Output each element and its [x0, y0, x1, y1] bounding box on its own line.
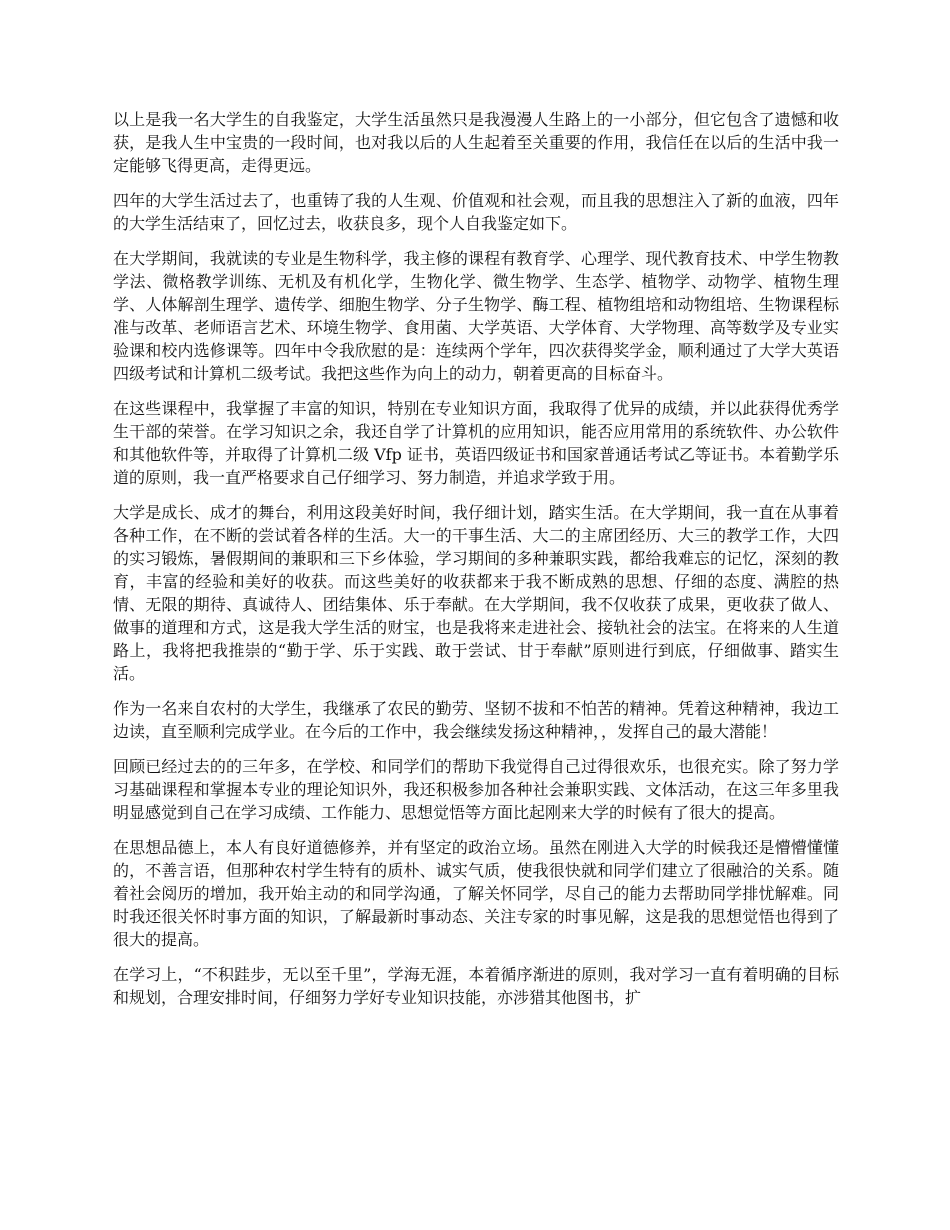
paragraph-four-years-review: 四年的大学生活过去了，也重铸了我的人生观、价值观和社会观，而且我的思想注入了新的血液，四年的大学生活结束了，回忆过去，收获良多，现个人自我鉴定如下。	[113, 191, 839, 233]
paragraph-study-attitude: 在学习上，“不积跬步，无以至千里”，学海无涯，本着循序渐进的原则，我对学习一直有着明确的目标和规划，合理安排时间，仔细努力学好专业知识技能，亦涉猎其他图书，扩	[113, 965, 839, 1007]
paragraph-self-evaluation-summary: 以上是我一名大学生的自我鉴定，大学生活虽然只是我漫漫人生路上的一小部分，但它包含了遗憾和收获，是我人生中宝贵的一段时间，也对我以后的人生起着至关重要的作用，我信任在以后的生活中我一定能够飞得更高，走得更远。	[113, 110, 839, 175]
paragraph-knowledge-certificates: 在这些课程中，我掌握了丰富的知识，特别在专业知识方面，我取得了优异的成绩，并以此获得优秀学生干部的荣誉。在学习知识之余，我还自学了计算机的应用知识，能否应用常用的系统软件、办公软件和其他软件等，并取得了计算机二级 Vfp 证书，英语四级证书和国家普通话考试乙等证书。本着勤学乐道的原则，我一直严格要求自己仔细学习、努力制造，并追求学致于用。	[113, 399, 839, 487]
paragraph-courses-studied: 在大学期间，我就读的专业是生物科学，我主修的课程有教育学、心理学、现代教育技术、中学生物教学法、微格教学训练、无机及有机化学，生物化学、微生物学、生态学、植物学、动物学、植物生理学、人体解剖生理学、遗传学、细胞生物学、分子生物学、酶工程、植物组培和动物组培、生物课程标准与改革、老师语言艺术、环境生物学、食用菌、大学英语、大学体育、大学物理、高等数学及专业实验课和校内选修课等。四年中令我欣慰的是：连续两个学年，四次获得奖学金，顺利通过了大学大英语四级考试和计算机二级考试。我把这些作为向上的动力，朝着更高的目标奋斗。	[113, 249, 839, 383]
paragraph-looking-back: 回顾已经过去的的三年多，在学校、和同学们的帮助下我觉得自己过得很欢乐，也很充实。除了努力学习基础课程和掌握本专业的理论知识外，我还积极参加各种社会兼职实践、文体活动，在这三年多里我明显感觉到自己在学习成绩、工作能力、思想觉悟等方面比起刚来大学的时候有了很大的提高。	[113, 757, 839, 822]
paragraph-rural-spirit: 作为一名来自农村的大学生，我继承了农民的勤劳、坚韧不拔和不怕苦的精神。凭着这种精神，我边工边读，直至顺利完成学业。在今后的工作中，我会继续发扬这种精神，，发挥自己的最大潜能！	[113, 699, 839, 741]
paragraph-moral-character: 在思想品德上，本人有良好道德修养，并有坚定的政治立场。虽然在刚进入大学的时候我还是懵懵懂懂的，不善言语，但那种农村学生特有的质朴、诚实气质，使我很快就和同学们建立了很融洽的关系。随着社会阅历的增加，我开始主动的和同学沟通，了解关怀同学，尽自己的能力去帮助同学排忧解难。同时我还很关怀时事方面的知识，了解最新时事动态、关注专家的时事见解，这是我的思想觉悟也得到了很大的提高。	[113, 838, 839, 949]
document-page	[113, 108, 839, 1021]
paragraph-university-experience: 大学是成长、成才的舞台，利用这段美好时间，我仔细计划，踏实生活。在大学期间，我一直在从事着各种工作，在不断的尝试着各样的生活。大一的干事生活、大二的主席团经历、大三的教学工作，大四的实习锻炼，暑假期间的兼职和三下乡体验，学习期间的多种兼职实践，都给我难忘的记忆，深刻的教育，丰富的经验和美好的收获。而这些美好的收获都来于我不断成熟的思想、仔细的态度、满腔的热情、无限的期待、真诚待人、团结集体、乐于奉献。在大学期间，我不仅收获了成果，更收获了做人、做事的道理和方式，这是我大学生活的财宝，也是我将来走进社会、接轨社会的法宝。在将来的人生道路上，我将把我推崇的“勤于学、乐于实践、敢于尝试、甘于奉献”原则进行到底，仔细做事、踏实生活。	[113, 503, 839, 683]
